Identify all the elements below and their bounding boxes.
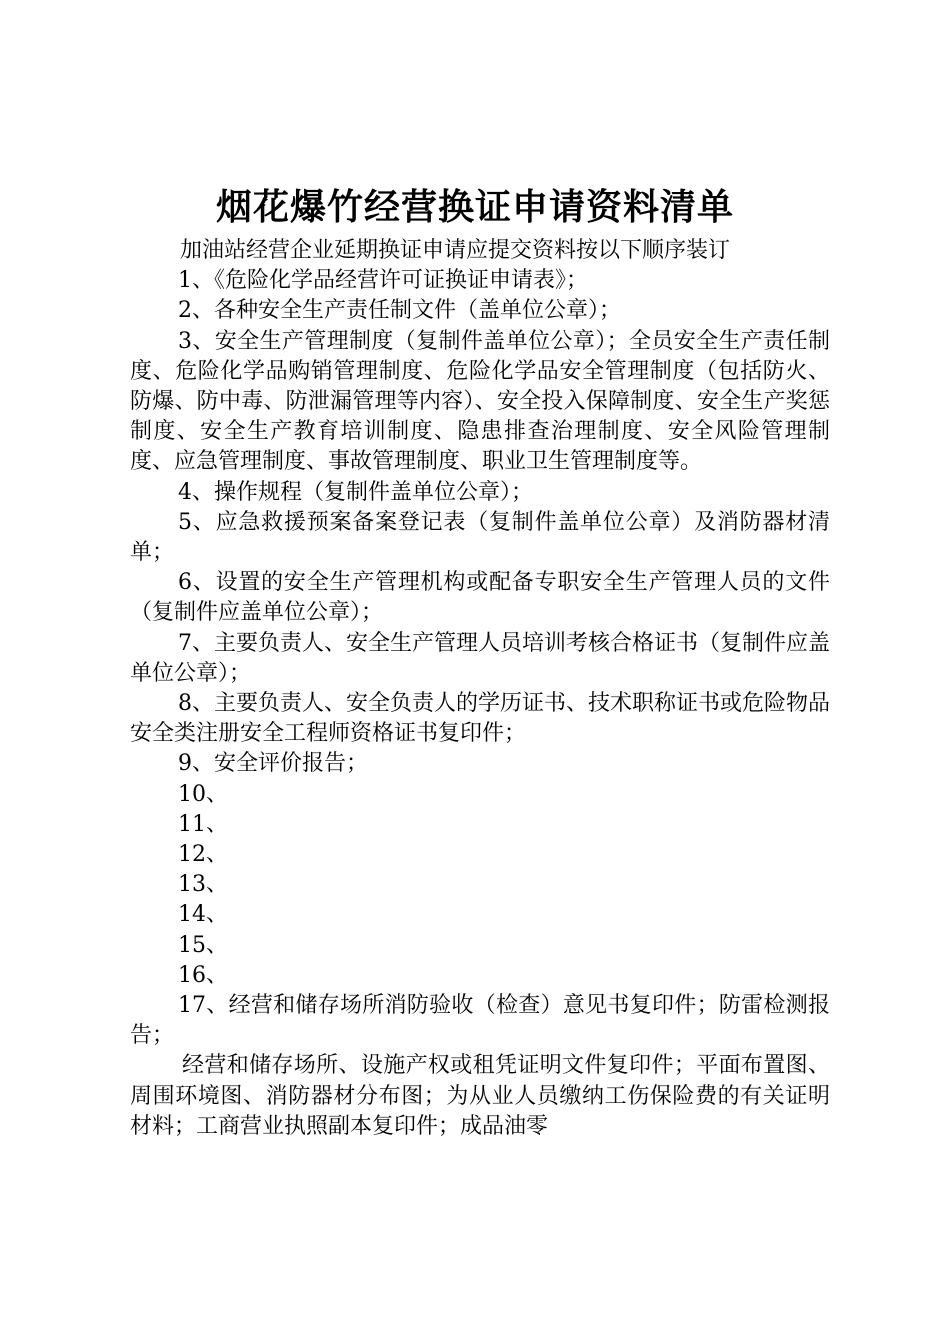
- document-title: 烟花爆竹经营换证申请资料清单: [215, 186, 734, 228]
- list-item-13: 13、: [178, 872, 228, 898]
- list-item-9: 9、安全评价报告；: [178, 751, 368, 777]
- list-item-7: 7、主要负责人、安全生产管理人员培训考核合格证书（复制件应盖单位公章）；: [130, 630, 830, 686]
- list-item-14: 14、: [178, 902, 228, 928]
- list-item-8: 8、主要负责人、安全负责人的学历证书、技术职称证书或危险物品安全类注册安全工程师资格证书复印件；: [130, 691, 830, 747]
- list-item-4: 4、操作规程（复制件盖单位公章）；: [178, 479, 533, 505]
- list-item-3: 3、安全生产管理制度（复制件盖单位公章）；全员安全生产责任制度、危险化学品购销管理制度、危险化学品安全管理制度（包括防火、防爆、防中毒、防泄漏管理等内容）、安全投入保障制度、安全生产奖惩制度、安全生产教育培训制度、隐患排查治理制度、安全风险管理制度、应急管理制度、事故管理制度、职业卫生管理制度等。: [130, 328, 830, 475]
- list-item-2: 2、各种安全生产责任制文件（盖单位公章）；: [178, 298, 621, 324]
- list-item-6: 6、设置的安全生产管理机构或配备专职安全生产管理人员的文件（复制件应盖单位公章）；: [130, 570, 830, 626]
- list-item-17: 17、经营和储存场所消防验收（检查）意见书复印件；防雷检测报告；: [130, 993, 830, 1049]
- list-item-10: 10、: [178, 781, 228, 807]
- list-item-11: 11、: [178, 811, 228, 837]
- list-item-5: 5、应急救援预案备案登记表（复制件盖单位公章）及消防器材清单；: [130, 509, 830, 566]
- list-item-1: 1、《危险化学品经营许可证换证申请表》；: [178, 268, 588, 294]
- closing-paragraph: 经营和储存场所、设施产权或租凭证明文件复印件；平面布置图、周围环境图、消防器材分布图；为从业人员缴纳工伤保险费的有关证明材料；工商营业执照副本复印件；成品油零: [130, 1053, 830, 1139]
- list-item-16: 16、: [178, 962, 228, 988]
- list-item-15: 15、: [178, 932, 228, 958]
- intro-paragraph: 加油站经营企业延期换证申请应提交资料按以下顺序装订: [180, 238, 731, 263]
- list-item-12: 12、: [178, 842, 228, 868]
- document-body: [130, 236, 830, 1142]
